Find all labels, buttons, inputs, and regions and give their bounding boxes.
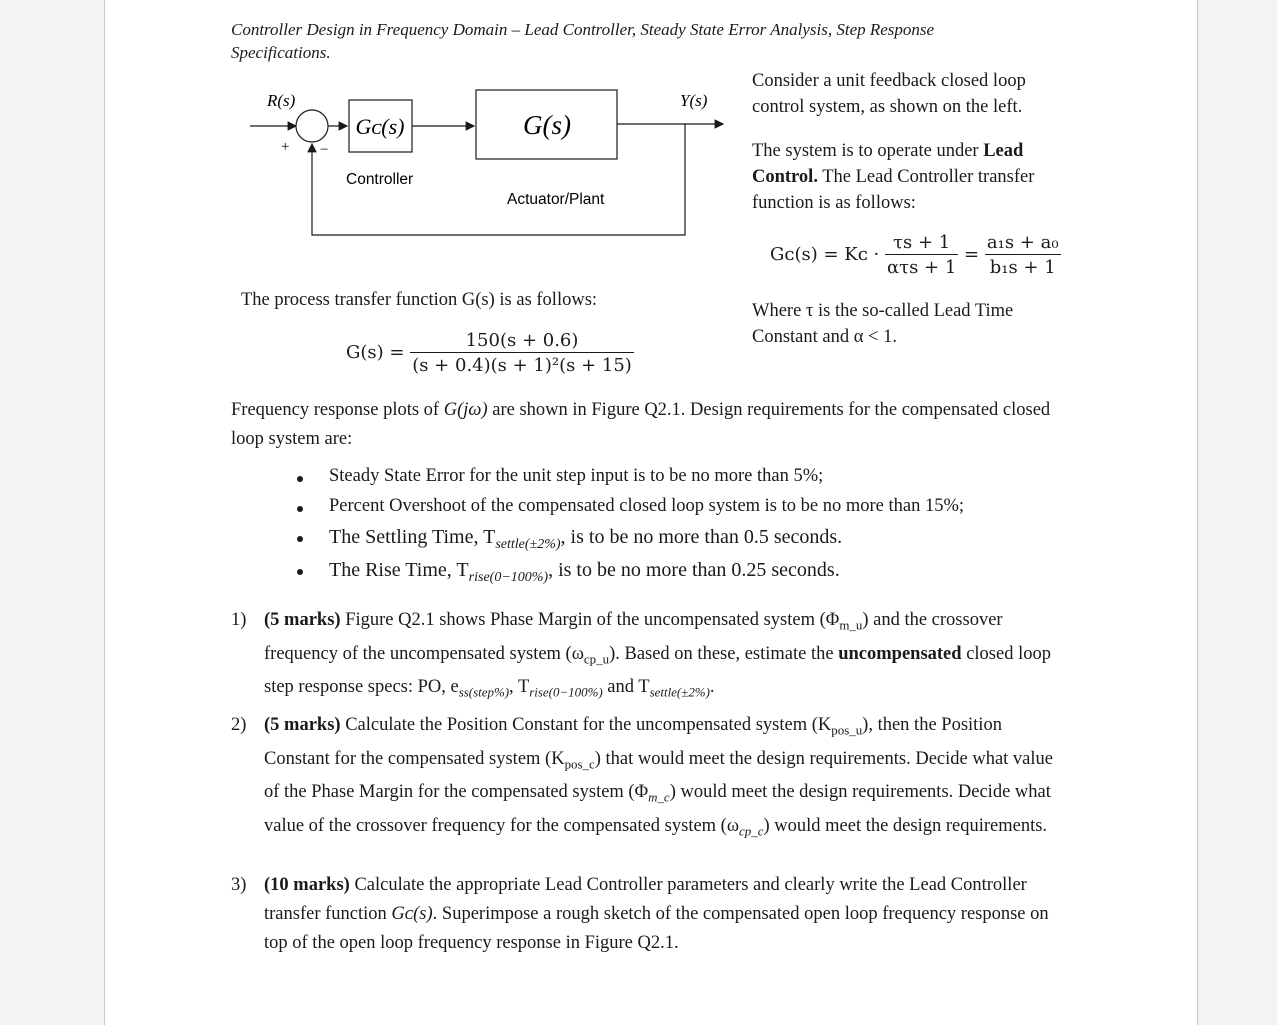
requirement-rise-time: The Rise Time, $T_{rise(0-100\%)}$, is to be no more than 0.25 seconds. [300, 559, 1060, 589]
question-2: 2) (5 marks) Calculate the Position Constant for the uncompensated system $(K_{pos\_u})$, then the Position Constant for the compensated system $(K_{pos\_c})$ that would meet the design requirements. Decide what value of the Phase Margin for the compensated system $(\Phi_{m\_c})$ would meet the design requirements. Decide what value of the crossover frequency for the compensated system $(\omega_{cp\_c})$ would meet the design requirements. [231, 715, 1053, 839]
page-title: Controller Design in Frequency Domain – Lead Controller, Steady State Error Analysis, Step Response Specifications. [231, 20, 935, 62]
process-transfer-function: G(s) = $\frac{150(s + 0.6)}{\text{(s + 0.4)(s + 1)²(s + 15)}}$ [346, 330, 632, 376]
minus-sign: − [320, 142, 329, 158]
plus-sign: + [281, 139, 290, 155]
lead-time-constant-note: Where τ is the so-called Lead Time Constant and α < 1. [752, 301, 1014, 347]
process-tf-intro: The process transfer function G(s) is as follows: [241, 290, 598, 310]
lead-controller-equation: Gᴄ(s) = Kᴄ · $\frac{\tau s + 1}{\text{ατs + 1}}$ = $\frac{\text{a₁s + a₀}}{\text{b₁s + 1}}$ [770, 232, 1059, 278]
requirement-settling-time: The Settling Time, $T_{settle(\pm 2\%)}$, is to be no more than 0.5 seconds. [300, 526, 1060, 559]
block-diagram [240, 80, 730, 250]
requirement-overshoot: Percent Overshoot of the compensated closed loop system is to be no more than 15%; [300, 496, 1060, 526]
question-3: 3) (10 marks) Calculate the appropriate Lead Controller parameters and clearly write the Lead Controller transfer function Gᴄ(s). Superimpose a rough sketch of the compensated open loop frequency response on top of the open loop frequency response in Figure Q2.1. [231, 875, 1049, 953]
controller-caption: Controller [346, 171, 414, 188]
plant-block-label: G(s) [523, 110, 571, 140]
requirement-steady-state: Steady State Error for the unit step input is to be no more than 5%; [300, 466, 1060, 496]
frequency-response-paragraph: Frequency response plots of G(jω) are shown in Figure Q2.1. Design requirements for the compensated closed loop system are: [231, 400, 1051, 449]
plant-caption: Actuator/Plant [507, 191, 605, 208]
system-intro: Consider a unit feedback closed loop control system, as shown on the left. [752, 71, 1026, 117]
lead-control-description: The system is to operate under Lead Control. The Lead Controller transfer function is as follows: [752, 141, 1035, 213]
input-label: R(s) [267, 91, 296, 110]
question-1: 1) (5 marks) Figure Q2.1 shows Phase Margin of the uncompensated system $(\Phi_{m\_u})$ and the crossover frequency of the uncompensated system $(\omega_{cp\_u})$. Based on these, estimate the uncompensated closed loop step response specs: PO, $e_{ss(step\%)}$, $T_{rise(0-100\%)}$ and $T_{settle(\pm 2\%)}$. [231, 610, 1051, 701]
controller-block-label: Gᴄ(s) [355, 114, 405, 139]
summing-junction [296, 110, 328, 142]
design-requirements-list [300, 466, 1060, 589]
output-label: Y(s) [680, 91, 708, 110]
